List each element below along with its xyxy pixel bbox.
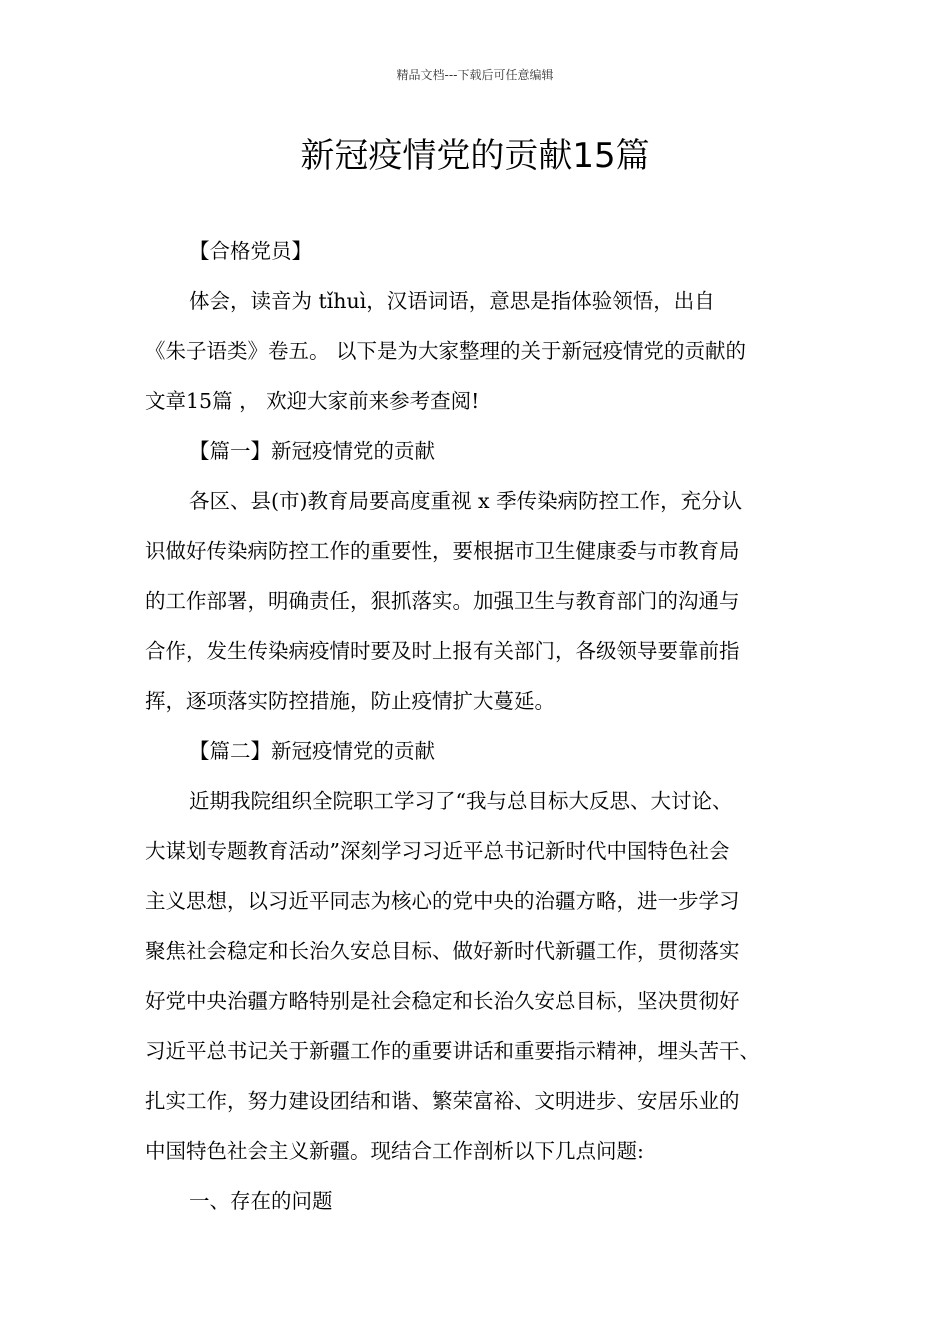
intro-line: 体会，读音为 tǐhuì，汉语词语，意思是指体验领悟，出自 (189, 289, 715, 313)
paragraph-line: 聚焦社会稳定和长治久安总目标、做好新时代新疆工作，贯彻落实 (145, 939, 740, 963)
paragraph-2 (145, 776, 825, 1176)
section-heading-2: 【篇二】新冠疫情党的贡献 (189, 739, 435, 763)
paragraph-line: 挥，逐项落实防控措施，防止疫情扩大蔓延。 (145, 689, 555, 713)
paragraph-1 (145, 476, 825, 726)
section-tag: 【合格党员】 (189, 239, 312, 263)
paragraph-line: 的工作部署，明确责任，狠抓落实。加强卫生与教育部门的沟通与 (145, 589, 740, 613)
paragraph-line: 近期我院组织全院职工学习了“我与总目标大反思、大讨论、 (189, 789, 733, 813)
section-heading-1: 【篇一】新冠疫情党的贡献 (189, 439, 435, 463)
issue-heading: 一、存在的问题 (189, 1189, 333, 1213)
document-body (145, 226, 825, 1226)
paragraph-line: 大谋划专题教育活动”深刻学习习近平总书记新时代中国特色社会 (145, 839, 730, 863)
paragraph-line: 扎实工作，努力建设团结和谐、繁荣富裕、文明进步、安居乐业的 (145, 1089, 740, 1113)
paragraph-line: 识做好传染病防控工作的重要性，要根据市卫生健康委与市教育局 (145, 539, 740, 563)
intro-line: 文章15篇 ， 欢迎大家前来参考查阅! (145, 389, 480, 413)
page-header: 精品文档---下载后可任意编辑 (396, 68, 554, 82)
paragraph-line: 好党中央治疆方略特别是社会稳定和长治久安总目标，坚决贯彻好 (145, 989, 740, 1013)
intro-line: 《朱子语类》卷五。 以下是为大家整理的关于新冠疫情党的贡献的 (145, 339, 747, 363)
document-title: 新冠疫情党的贡献15篇 (300, 136, 650, 176)
paragraph-line: 习近平总书记关于新疆工作的重要讲话和重要指示精神，埋头苦干、 (145, 1039, 760, 1063)
paragraph-line: 中国特色社会主义新疆。现结合工作剖析以下几点问题: (145, 1139, 644, 1163)
paragraph-line: 主义思想，以习近平同志为核心的党中央的治疆方略，进一步学习 (145, 889, 740, 913)
intro-paragraph (145, 276, 825, 426)
paragraph-line: 合作，发生传染病疫情时要及时上报有关部门，各级领导要靠前指 (145, 639, 740, 663)
paragraph-line: 各区、县(市)教育局要高度重视 x 季传染病防控工作，充分认 (189, 489, 743, 513)
